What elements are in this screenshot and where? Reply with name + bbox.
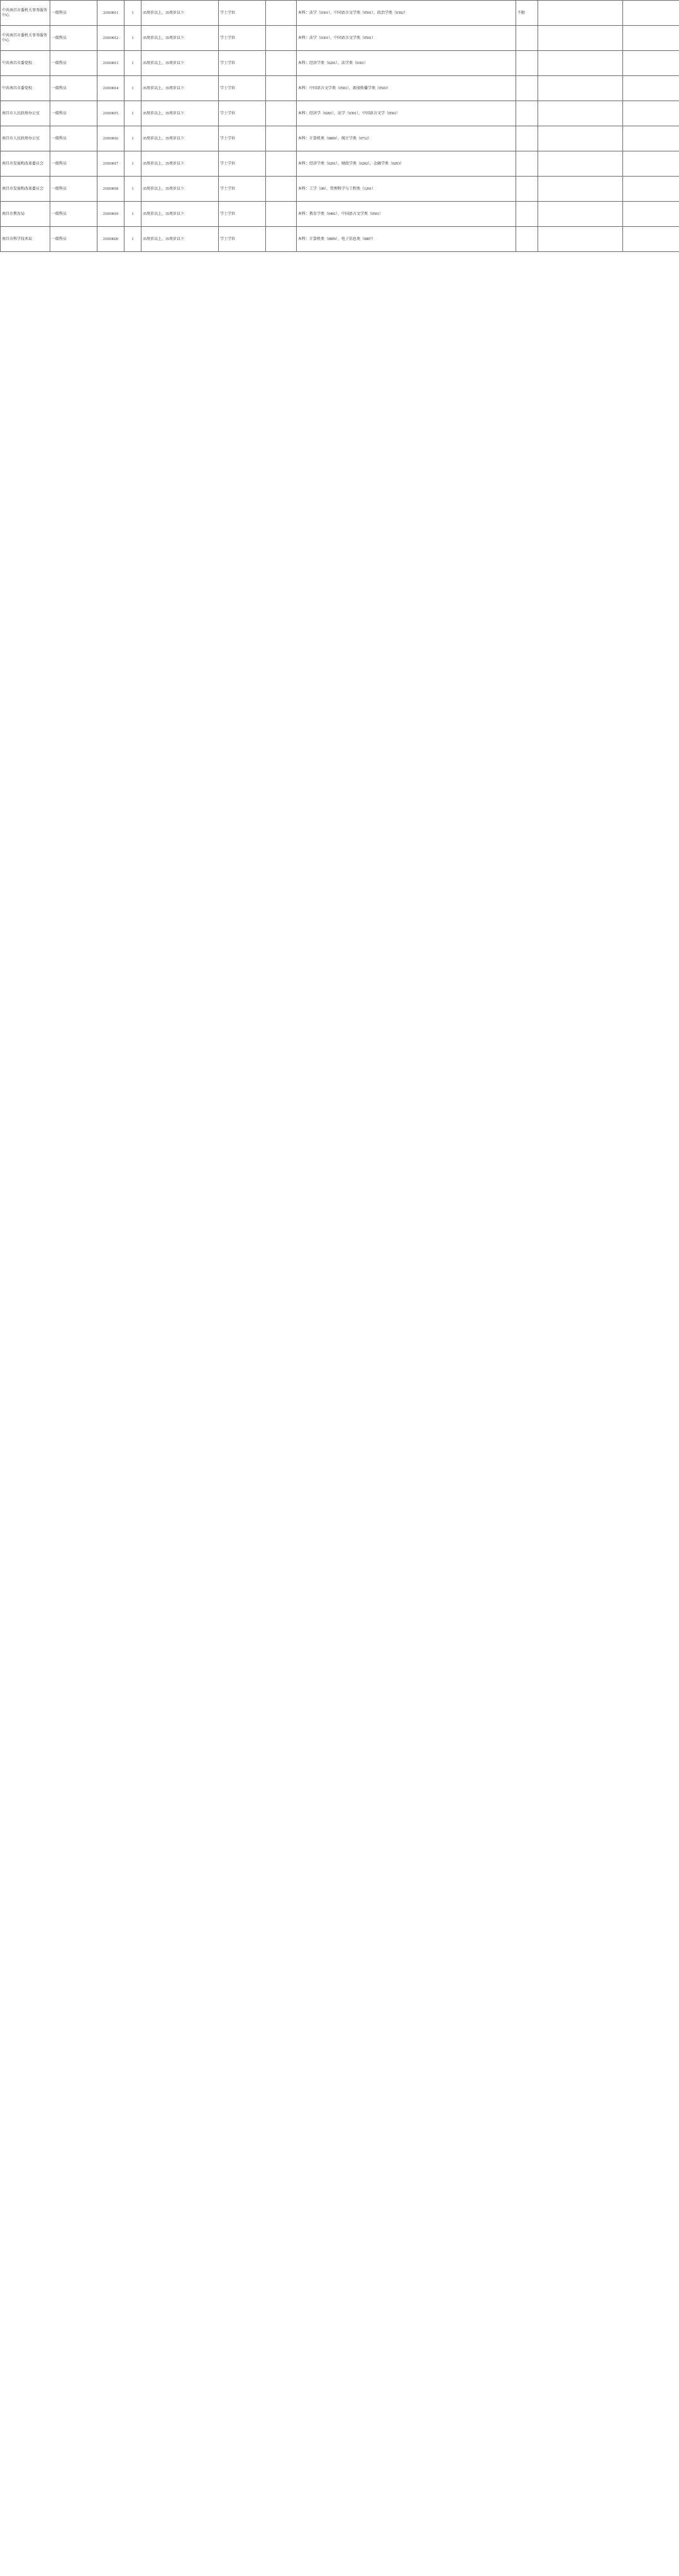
gender-cell — [516, 151, 538, 177]
gender-cell: 不限 — [516, 1, 538, 26]
gender-cell — [516, 76, 538, 101]
department-cell: 南昌市教育局 — [1, 202, 50, 227]
department-cell: 南昌市科学技术局 — [1, 227, 50, 252]
gender-cell — [516, 51, 538, 76]
table-row — [1, 76, 679, 101]
degree-cell: 学士学位 — [219, 51, 266, 76]
age-cell: 35周岁以上，35周岁以下 — [141, 227, 219, 252]
political-status-cell — [266, 101, 297, 126]
political-status-cell — [266, 1, 297, 26]
headcount-cell: 1 — [124, 101, 141, 126]
department-cell: 中共南昌市委党校 — [1, 51, 50, 76]
position-cell: 一级科员 — [50, 227, 97, 252]
position-cell: 一级科员 — [50, 26, 97, 51]
position-code-cell: 21010014 — [97, 76, 124, 101]
degree-cell: 学士学位 — [219, 227, 266, 252]
headcount-cell: 1 — [124, 202, 141, 227]
position-code-cell: 21010013 — [97, 51, 124, 76]
position-code-cell: 21010018 — [97, 177, 124, 202]
other-requirement-cell — [538, 76, 623, 101]
major-cell: 本科：经济学（0201），法学（0301），中国语言文学（0501） — [297, 101, 516, 126]
table-row — [1, 26, 679, 51]
gender-cell — [516, 101, 538, 126]
age-cell: 35周岁以上，35周岁以下 — [141, 151, 219, 177]
other-requirement-cell — [538, 51, 623, 76]
position-code-cell: 21010019 — [97, 202, 124, 227]
remark-cell — [623, 202, 679, 227]
degree-cell: 学士学位 — [219, 101, 266, 126]
degree-cell: 学士学位 — [219, 151, 266, 177]
position-code-cell: 21010020 — [97, 227, 124, 252]
table-row — [1, 151, 679, 177]
political-status-cell — [266, 26, 297, 51]
table-row — [1, 202, 679, 227]
position-code-cell: 21010012 — [97, 26, 124, 51]
gender-cell — [516, 202, 538, 227]
major-cell: 本科：计算机类（0809），电子信息类（0807） — [297, 227, 516, 252]
position-code-cell: 21010017 — [97, 151, 124, 177]
other-requirement-cell — [538, 177, 623, 202]
other-requirement-cell — [538, 1, 623, 26]
other-requirement-cell — [538, 202, 623, 227]
degree-cell: 学士学位 — [219, 177, 266, 202]
remark-cell — [623, 101, 679, 126]
gender-cell — [516, 26, 538, 51]
department-cell: 南昌市发展和改革委员会 — [1, 177, 50, 202]
degree-cell: 学士学位 — [219, 126, 266, 151]
political-status-cell — [266, 202, 297, 227]
table-row — [1, 1, 679, 26]
age-cell: 35周岁以上，35周岁以下 — [141, 202, 219, 227]
major-cell: 本科：经济学类（0201），法学类（0301） — [297, 51, 516, 76]
remark-cell — [623, 26, 679, 51]
degree-cell: 学士学位 — [219, 1, 266, 26]
age-cell: 35周岁以上，35周岁以下 — [141, 51, 219, 76]
department-cell: 南昌市发展和改革委员会 — [1, 151, 50, 177]
headcount-cell: 1 — [124, 51, 141, 76]
other-requirement-cell — [538, 101, 623, 126]
remark-cell — [623, 126, 679, 151]
major-cell: 本科：工学（08），管理科学与工程类（1201） — [297, 177, 516, 202]
degree-cell: 学士学位 — [219, 202, 266, 227]
other-requirement-cell — [538, 227, 623, 252]
age-cell: 35周岁以上，35周岁以下 — [141, 101, 219, 126]
position-code-cell: 21010015 — [97, 101, 124, 126]
political-status-cell — [266, 151, 297, 177]
major-cell: 本科：经济学类（0201），财政学类（0202），金融学类（0203） — [297, 151, 516, 177]
gender-cell — [516, 177, 538, 202]
major-cell: 本科：中国语言文学类（0501），新闻传播学类（0503） — [297, 76, 516, 101]
political-status-cell — [266, 177, 297, 202]
position-cell: 一级科员 — [50, 51, 97, 76]
department-cell: 南昌市人民政府办公室 — [1, 101, 50, 126]
position-cell: 一级科员 — [50, 151, 97, 177]
age-cell: 35周岁以上，35周岁以下 — [141, 126, 219, 151]
position-cell: 一级科员 — [50, 101, 97, 126]
position-cell: 一级科员 — [50, 76, 97, 101]
department-cell: 中共南昌市委机关事务服务中心 — [1, 26, 50, 51]
political-status-cell — [266, 126, 297, 151]
political-status-cell — [266, 76, 297, 101]
recruitment-table — [0, 0, 679, 252]
department-cell: 中共南昌市委机关事务服务中心 — [1, 1, 50, 26]
table-row — [1, 51, 679, 76]
department-cell: 中共南昌市委党校 — [1, 76, 50, 101]
gender-cell — [516, 126, 538, 151]
headcount-cell: 1 — [124, 126, 141, 151]
headcount-cell: 1 — [124, 76, 141, 101]
gender-cell — [516, 227, 538, 252]
table-row — [1, 101, 679, 126]
remark-cell — [623, 227, 679, 252]
table-row — [1, 227, 679, 252]
remark-cell — [623, 76, 679, 101]
age-cell: 35周岁以上，35周岁以下 — [141, 1, 219, 26]
position-cell: 一级科员 — [50, 202, 97, 227]
position-cell: 一级科员 — [50, 1, 97, 26]
major-cell: 本科：法学（0301），中国语言文学类（0501） — [297, 26, 516, 51]
major-cell: 本科：法学（0301），中国语言文学类（0501），政治学类（0302） — [297, 1, 516, 26]
other-requirement-cell — [538, 151, 623, 177]
political-status-cell — [266, 51, 297, 76]
table-row — [1, 177, 679, 202]
remark-cell — [623, 151, 679, 177]
position-code-cell: 21010016 — [97, 126, 124, 151]
department-cell: 南昌市人民政府办公室 — [1, 126, 50, 151]
table-row — [1, 126, 679, 151]
degree-cell: 学士学位 — [219, 76, 266, 101]
headcount-cell: 1 — [124, 26, 141, 51]
major-cell: 本科：教育学类（0401），中国语言文学类（0501） — [297, 202, 516, 227]
political-status-cell — [266, 227, 297, 252]
headcount-cell: 1 — [124, 177, 141, 202]
headcount-cell: 1 — [124, 227, 141, 252]
remark-cell — [623, 177, 679, 202]
other-requirement-cell — [538, 26, 623, 51]
degree-cell: 学士学位 — [219, 26, 266, 51]
position-code-cell: 21010011 — [97, 1, 124, 26]
headcount-cell: 1 — [124, 1, 141, 26]
remark-cell — [623, 1, 679, 26]
headcount-cell: 1 — [124, 151, 141, 177]
remark-cell — [623, 51, 679, 76]
age-cell: 35周岁以上，35周岁以下 — [141, 26, 219, 51]
major-cell: 本科：计算机类（0809），统计学类（0712） — [297, 126, 516, 151]
other-requirement-cell — [538, 126, 623, 151]
age-cell: 35周岁以上，35周岁以下 — [141, 177, 219, 202]
position-cell: 一级科员 — [50, 177, 97, 202]
position-cell: 一级科员 — [50, 126, 97, 151]
age-cell: 35周岁以上，35周岁以下 — [141, 76, 219, 101]
